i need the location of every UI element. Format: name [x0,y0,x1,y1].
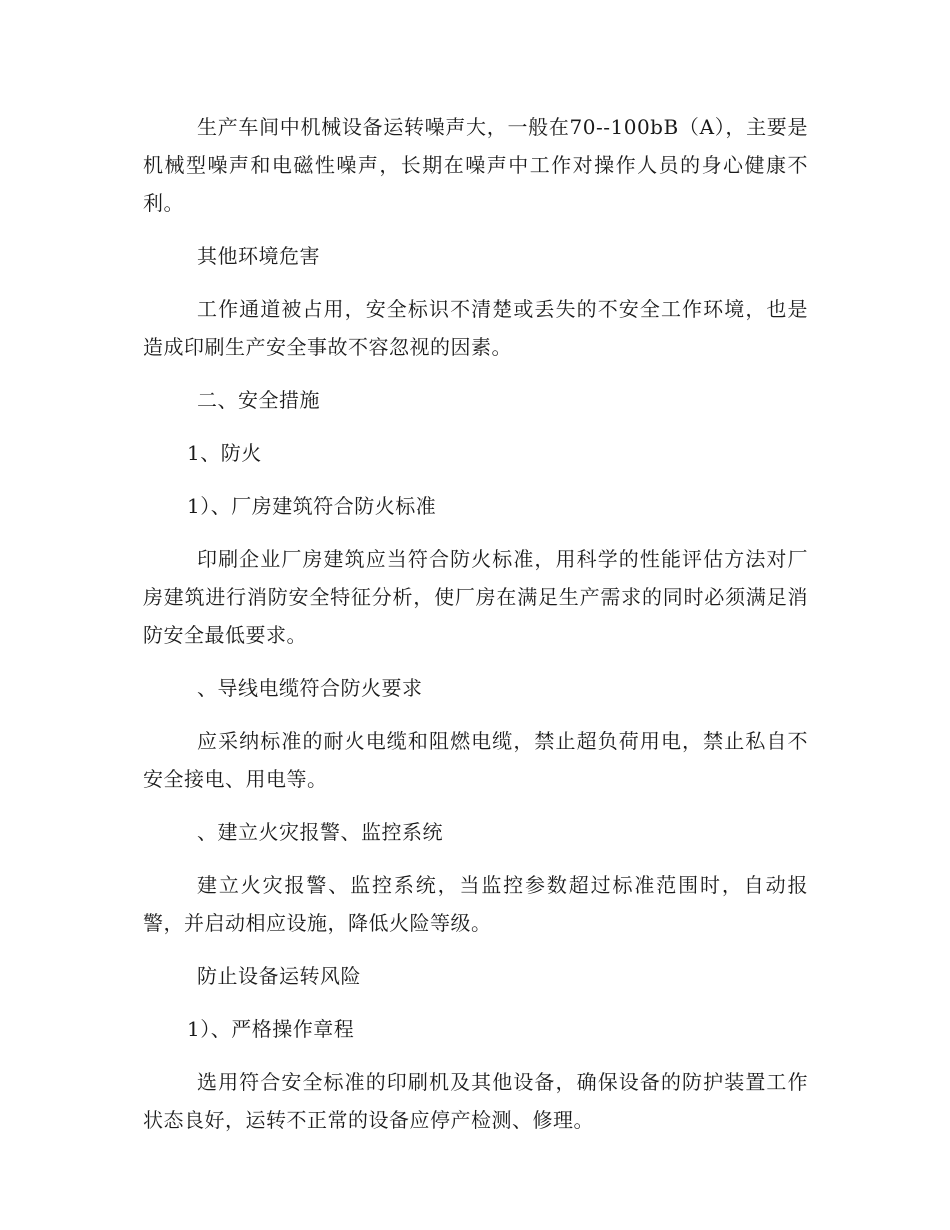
paragraph-cable-requirements: 应采纳标准的耐火电缆和阻燃电缆，禁止超负荷用电，禁止私自不安全接电、用电等。 [143,729,808,791]
document-body [143,108,808,1154]
paragraph-operating-rules: 选用符合安全标准的印刷机及其他设备，确保设备的防护装置工作状态良好，运转不正常的设备应停产检测、修理。 [143,1070,808,1132]
heading-safety-measures: 二、安全措施 [197,388,320,412]
paragraph-fire-alarm: 建立火灾报警、监控系统，当监控参数超过标准范围时，自动报警，并启动相应设施，降低火险等级。 [143,873,808,935]
paragraph-noise-hazard: 生产车间中机械设备运转噪声大，一般在70--100bB（A），主要是机械型噪声和电磁性噪声，长期在噪声中工作对操作人员的身心健康不利。 [143,115,808,215]
heading-operating-rules: 1）、严格操作章程 [187,1017,355,1041]
heading-building-standard: 1）、厂房建筑符合防火标准 [187,494,437,518]
heading-cable-requirements: 、导线电缆符合防火要求 [197,676,423,700]
heading-equipment-risk: 防止设备运转风险 [197,964,361,988]
paragraph-building-standard: 印刷企业厂房建筑应当符合防火标准，用科学的性能评估方法对厂房建筑进行消防安全特征分析，使厂房在满足生产需求的同时必须满足消防安全最低要求。 [143,547,808,647]
heading-fire-prevention: 1、防火 [187,441,262,465]
heading-fire-alarm: 、建立火灾报警、监控系统 [197,820,443,844]
heading-other-hazards: 其他环境危害 [197,244,320,268]
paragraph-work-environment: 工作通道被占用，安全标识不清楚或丢失的不安全工作环境，也是造成印刷生产安全事故不容忽视的因素。 [143,297,808,359]
